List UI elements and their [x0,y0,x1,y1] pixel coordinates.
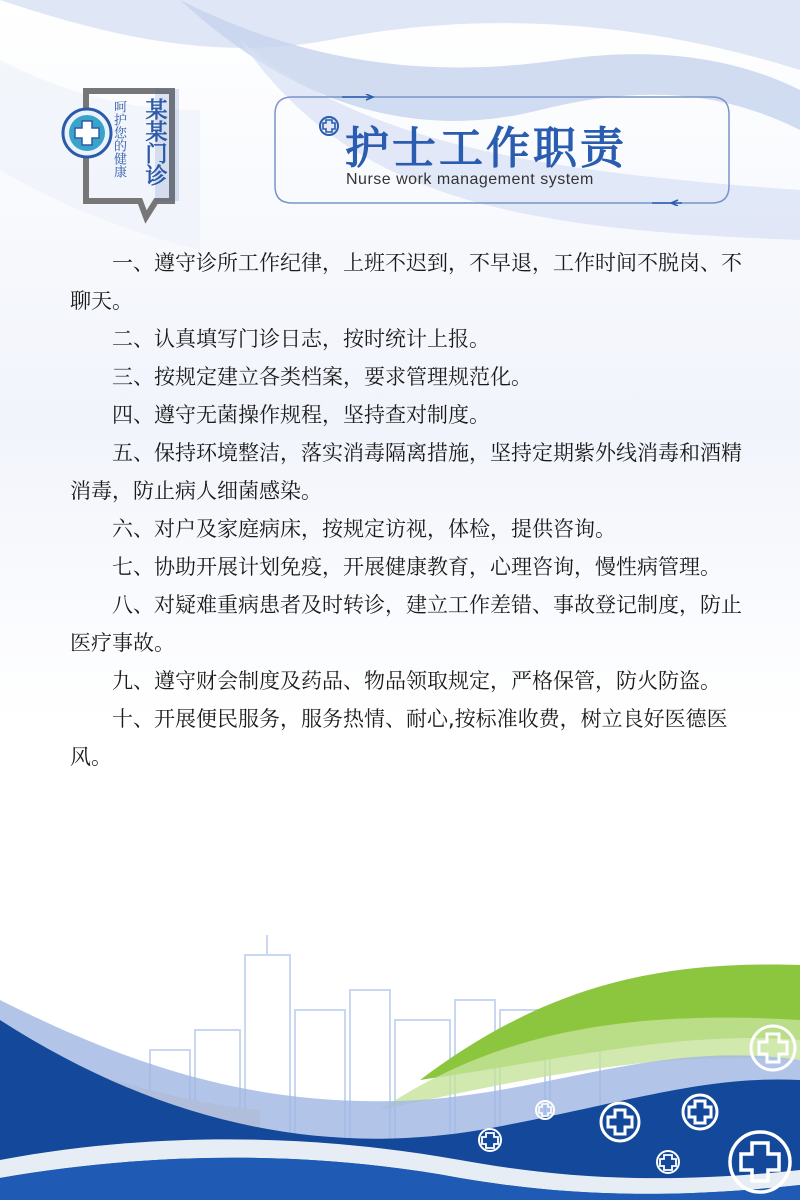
duty-item: 七、协助开展计划免疫，开展健康教育，心理咨询，慢性病管理。 [112,555,721,579]
duty-item: 一、遵守诊所工作纪律，上班不迟到，不早退，工作时间不脱岗、不聊天。 [70,251,742,313]
clinic-name: 某某门诊 [142,98,167,186]
duty-item: 三、按规定建立各类档案，要求管理规范化。 [112,365,532,389]
duty-item: 八、对疑难重病患者及时转诊，建立工作差错、事故登记制度，防止医疗事故。 [70,593,742,655]
duty-item: 六、对户及家庭病床，按规定访视，体检，提供咨询。 [112,517,616,541]
duty-item: 四、遵守无菌操作规程，坚持查对制度。 [112,403,490,427]
medical-cross-icon [318,115,340,137]
duty-item: 二、认真填写门诊日志，按时统计上报。 [112,327,490,351]
clinic-slogan: 呵护您的健康 [111,100,126,178]
duty-item: 十、开展便民服务，服务热情、耐心,按标准收费，树立良好医德医风。 [70,707,728,769]
page-title: 护士工作职责 [345,123,627,174]
duty-item: 五、保持环境整洁，落实消毒隔离措施，坚持定期紫外线消毒和酒精消毒，防止病人细菌感染。 [70,441,742,503]
duty-item: 九、遵守财会制度及药品、物品领取规定，严格保管，防火防盗。 [112,669,721,693]
page-subtitle: Nurse work management system [346,171,594,188]
duty-list [70,244,742,776]
